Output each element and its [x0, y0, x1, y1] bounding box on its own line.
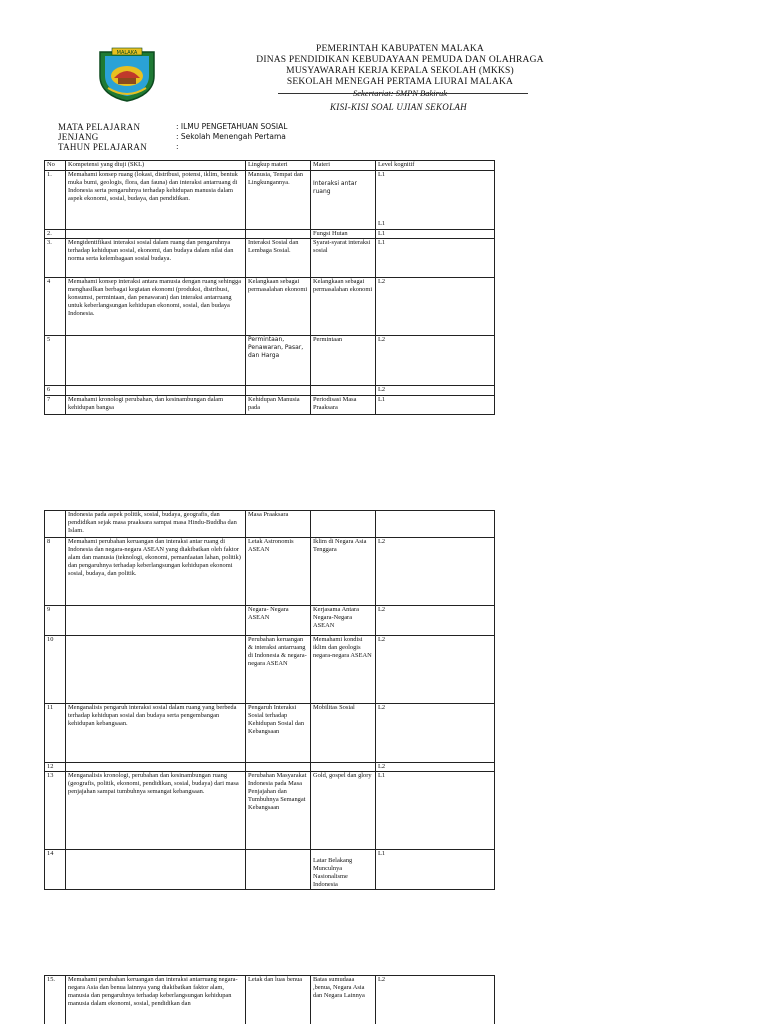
table-row [45, 386, 495, 396]
cell-material [311, 763, 376, 772]
table-header-row [45, 161, 495, 171]
table-row [45, 230, 495, 239]
meta-value: : [176, 142, 179, 151]
cell-level: L2 [376, 976, 495, 1024]
letterhead-line-3: MUSYAWARAH KERJA KEPALA SEKOLAH (MKKS) [286, 66, 514, 76]
cell-competency: Memahami kronologi perubahan, dan kesinambungan dalam kehidupan bangsa [66, 396, 246, 415]
cell-scope [246, 386, 311, 396]
meta-label: TAHUN PELAJARAN [58, 142, 148, 152]
cell-no: 6 [45, 386, 66, 396]
cell-material: Kerjasama Antara Negara-Negara ASEAN [311, 606, 376, 636]
malaka-regency-emblem-icon [96, 46, 158, 102]
table-row [45, 538, 495, 606]
cell-level: L1 [376, 396, 495, 415]
cell-competency [66, 606, 246, 636]
table-row [45, 636, 495, 704]
meta-value: : Sekolah Menengah Pertama [176, 132, 286, 141]
table-row [45, 239, 495, 278]
meta-row [58, 122, 287, 132]
cell-level: L1 [376, 772, 495, 850]
meta-label: MATA PELAJARAN [58, 122, 141, 132]
cell-level: L2 [376, 278, 495, 336]
cell-competency [66, 336, 246, 386]
document-title: KISI-KISI SOAL UJIAN SEKOLAH [330, 102, 467, 112]
table-row [45, 772, 495, 850]
cell-competency: Memahami konsep ruang (lokasi, distribusi, potensi, iklim, bentuk muka bumi, geologis, flora, dan fauna) dan interaksi antarruang di Indonesia serta pengaruhnya terhadap kehidupan manusia dalam aspek ekonomi, sosial, budaya, dan pendidikan. [66, 171, 246, 230]
cell-material: Batas sumudaaa ,benua, Negara Asia dan Negara Lainnya [311, 976, 376, 1024]
level-value: L1 [378, 220, 386, 227]
cell-no: 9 [45, 606, 66, 636]
cell-level: L2 [376, 636, 495, 704]
cell-level: L2 [376, 538, 495, 606]
cell-material: Gold, gospel dan glory [311, 772, 376, 850]
table-row [45, 511, 495, 538]
cell-no: 13 [45, 772, 66, 850]
letterhead-line-1: PEMERINTAH KABUPATEN MALAKA [316, 44, 484, 54]
cell-scope: Manusia, Tempat dan Lingkungannya. [246, 171, 311, 230]
cell-material: Syarat-syarat interaksi sosial [311, 239, 376, 278]
cell-level: L1 [376, 230, 495, 239]
cell-scope: Masa Praaksara [246, 511, 311, 538]
cell-no: 2. [45, 230, 66, 239]
header-material: Materi [311, 161, 376, 171]
cell-no: 7 [45, 396, 66, 415]
header-no: No [45, 161, 66, 171]
header-divider [278, 93, 528, 94]
cell-level: L1 [376, 239, 495, 278]
cell-no: 11 [45, 704, 66, 763]
page-header [0, 0, 768, 125]
cell-competency: Indonesia pada aspek politik, sosial, budaya, geografis, dan pendidikan sejak masa praaksara sampai masa Hindu-Buddha dan Islam. [66, 511, 246, 538]
cell-scope: Letak dan luas benua [246, 976, 311, 1024]
letterhead-line-4: SEKOLAH MENEGAH PERTAMA LIURAI MALAKA [286, 77, 514, 87]
table-row [45, 850, 495, 890]
table-row [45, 396, 495, 415]
cell-material: Periodisasi Masa Praaksara [311, 396, 376, 415]
cell-level: L2 [376, 386, 495, 396]
cell-scope [246, 230, 311, 239]
cell-competency [66, 850, 246, 890]
header-competency: Kompetensi yang diuji (SKL) [66, 161, 246, 171]
meta-label: JENJANG [58, 132, 99, 142]
cell-material: Iklim di Negara Asia Tenggara [311, 538, 376, 606]
cell-material [311, 386, 376, 396]
cell-no: 3. [45, 239, 66, 278]
table-row [45, 606, 495, 636]
header-level: Level kognitif [376, 161, 495, 171]
cell-level: L2 [376, 336, 495, 386]
letterhead [240, 44, 560, 99]
cell-scope: Kelangkaan sebagai permasalahan ekonomi [246, 278, 311, 336]
cell-no: 5 [45, 336, 66, 386]
cell-level [376, 511, 495, 538]
meta-row [58, 132, 287, 142]
cell-scope: Perubahan keruangan & interaksi antarruang di Indonesia & negara-negara ASEAN [246, 636, 311, 704]
secretariat-line: Sekertariat: SMPN Bakiruk [353, 88, 447, 98]
cell-scope: Kehidupan Manusia pada [246, 396, 311, 415]
cell-competency: Memahami konsep interaksi antara manusia dengan ruang sehingga menghasilkan berbagai kegiatan ekonomi (produksi, distribusi, konsumsi, permintaan, dan penawaran) dan interaksi antarruang untuk keberlangsungan kehidupan ekonomi, sosial, dan budaya Indonesia. [66, 278, 246, 336]
meta-row [58, 142, 287, 152]
cell-material: Memahami kondisi iklim dan geologis negara-negara ASEAN [311, 636, 376, 704]
cell-level: L1 [376, 850, 495, 890]
cell-competency [66, 386, 246, 396]
cell-competency [66, 636, 246, 704]
table-row [45, 704, 495, 763]
cell-no: 8 [45, 538, 66, 606]
table-row [45, 278, 495, 336]
cell-material: Fungsi Hutan [311, 230, 376, 239]
cell-level: L2 [376, 606, 495, 636]
cell-scope: Permintaan, Penawaran, Pasar, dan Harga [246, 336, 311, 386]
cell-material: Interaksi antar ruang [311, 171, 376, 230]
table-row [45, 336, 495, 386]
cell-competency [66, 763, 246, 772]
subject-info [58, 122, 287, 152]
cell-scope [246, 763, 311, 772]
cell-competency [66, 230, 246, 239]
letterhead-line-2: DINAS PENDIDIKAN KEBUDAYAAN PEMUDA DAN OLAHRAGA [256, 55, 544, 65]
cell-no: 14 [45, 850, 66, 890]
level-value: L1 [378, 171, 386, 178]
cell-competency: Menganalisis kronologi, perubahan dan kesinambungan ruang (geografis, politik, ekonomi, pendidikan, sosial, budaya) dari masa penjajahan sampai tumbuhnya semangat kebangsaan. [66, 772, 246, 850]
cell-no: 1. [45, 171, 66, 230]
cell-scope: Pengaruh Interaksi Sosial terhadap Kehidupan Sosial dan Kebangsaan [246, 704, 311, 763]
logo-text: MALAKA [116, 49, 138, 56]
table-row [45, 976, 495, 1024]
cell-no: 15. [45, 976, 66, 1024]
cell-competency: Mengidentifikasi interaksi sosial dalam ruang dan pengaruhnya terhadap kehidupan sosial, ekonomi, dan budaya dalam nilai dan norma serta kelembagaan sosial budaya. [66, 239, 246, 278]
grid-table-2 [44, 510, 495, 890]
meta-value: : ILMU PENGETAHUAN SOSIAL [176, 122, 288, 131]
grid-table-3 [44, 975, 495, 1024]
cell-scope [246, 850, 311, 890]
cell-scope: Interaksi Sosial dan Lembaga Sosial. [246, 239, 311, 278]
cell-no: 12 [45, 763, 66, 772]
cell-material: Latar Belakang Munculnya Nasionalisme Indonesia [311, 850, 376, 890]
cell-scope: Negara- Negara ASEAN [246, 606, 311, 636]
cell-level: L2 [376, 704, 495, 763]
cell-level [376, 171, 495, 230]
cell-no [45, 511, 66, 538]
table-row [45, 171, 495, 230]
cell-material [311, 511, 376, 538]
cell-material: Mobilitas Sosial [311, 704, 376, 763]
cell-scope: Perubahan Masyarakat Indonesia pada Masa Penjajahan dan Tumbuhnya Semangat Kebangsaan [246, 772, 311, 850]
cell-competency: Memahami perubahan keruangan dan interaksi antar ruang di Indonesia dan negara-negara ASEAN yang diakibatkan oleh faktor alam dan manusia (teknologi, ekonomi, pemanfaatan lahan, politik) dan pengaruhnya terhadap keberlangsungan kehidupan ekonomi sosial, budaya, dan politik. [66, 538, 246, 606]
grid-table-1 [44, 160, 495, 415]
cell-material: Kelangkaan sebagai permasalahan ekonomi [311, 278, 376, 336]
cell-competency: Memahami perubahan keruangan dan interaksi antarruang negara-negara Asia dan benua lainnya yang diakibatkan faktor alam, manusia dan pengaruhnya terhadap keberlangsungan kehidupan manusia dalam ekonomi, sosial, pendidikan dan [66, 976, 246, 1024]
cell-competency: Menganalisis pengaruh interaksi sosial dalam ruang yang berbeda terhadap kehidupan sosial dan budaya serta pengembangan kehidupan kebangsaan. [66, 704, 246, 763]
cell-level: L2 [376, 763, 495, 772]
cell-no: 10 [45, 636, 66, 704]
cell-no: 4 [45, 278, 66, 336]
cell-material: Permintaan [311, 336, 376, 386]
table-row [45, 763, 495, 772]
header-scope: Lingkup materi [246, 161, 311, 171]
cell-scope: Letak Astronomis ASEAN [246, 538, 311, 606]
